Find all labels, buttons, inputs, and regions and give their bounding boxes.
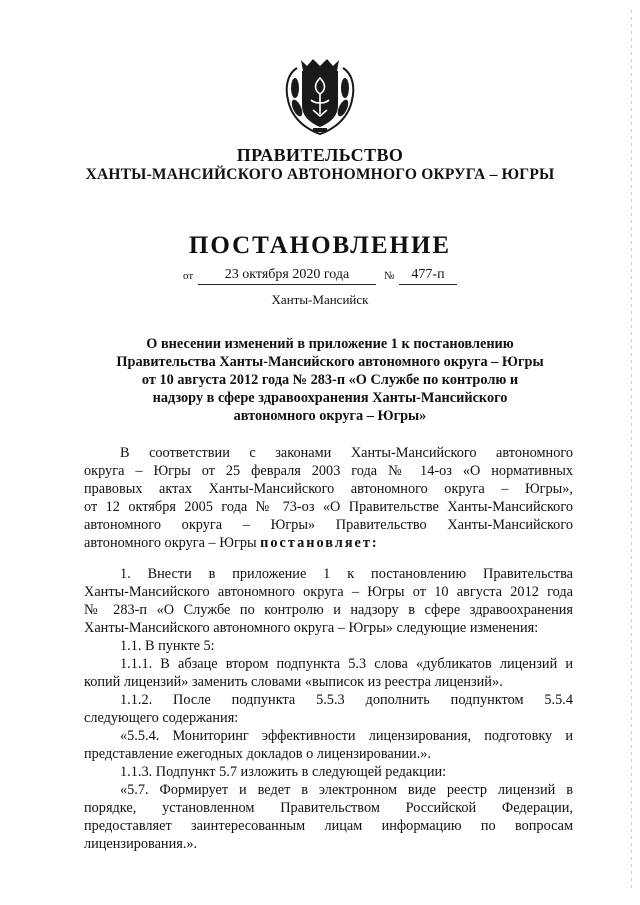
body-line: 1. Внести в приложение 1 к постановлению Правительства	[120, 566, 573, 582]
subject-line: от 10 августа 2012 года № 283-п «О Службе по контролю и	[141, 372, 519, 388]
document-type: ПОСТАНОВЛЕНИЕ	[188, 232, 452, 259]
body-line: порядке, установленном Правительством Российской Федерации,	[84, 800, 573, 816]
document-date: 23 октября 2020 года	[198, 266, 376, 285]
government-region: ХАНТЫ-МАНСИЙСКОГО АВТОНОМНОГО ОКРУГА – ЮГРЫ	[85, 166, 555, 183]
body-line: представление ежегодных докладов о лицензировании.».	[84, 746, 431, 762]
body-line: 1.1.2. После подпункта 5.5.3 дополнить подпунктом 5.5.4	[120, 692, 573, 708]
body-line: 1.1.1. В абзаце втором подпункта 5.3 слова «дубликатов лицензий и	[120, 656, 573, 672]
scan-edge-artifact	[631, 10, 632, 890]
body-line: от 12 октября 2005 года № 73-оз «О Правительстве Ханты-Мансийского	[84, 499, 573, 515]
body-line: 1.1. В пункте 5:	[120, 638, 215, 654]
resolves-word: постановляет:	[260, 535, 379, 551]
body-line: 1.1.3. Подпункт 5.7 изложить в следующей редакции:	[120, 764, 447, 780]
coat-of-arms-icon	[283, 54, 357, 138]
city: Ханты-Мансийск	[271, 292, 369, 307]
body-line: Ханты-Мансийского автономного округа – Югры от 10 августа 2012 года	[84, 584, 573, 600]
body-line: № 283-п «О Службе по контролю и надзору в сфере здравоохранения	[84, 602, 573, 618]
number-prefix: №	[384, 270, 395, 282]
date-number-row	[0, 268, 640, 288]
body-line: «5.5.4. Мониторинг эффективности лицензирования, подготовку и	[120, 728, 573, 744]
body-line: предоставляет заинтересованным лицам информацию по вопросам	[84, 818, 573, 834]
body-line	[84, 534, 573, 552]
body-line: копий лицензий» заменить словами «выписок из реестра лицензий».	[84, 674, 503, 690]
government-title: ПРАВИТЕЛЬСТВО	[236, 145, 404, 165]
subject-line: О внесении изменений в приложение 1 к постановлению	[146, 336, 514, 352]
body-line: следующего содержания:	[84, 710, 239, 726]
document-subject	[100, 335, 560, 425]
body-line: В соответствии с законами Ханты-Мансийского автономного	[120, 445, 573, 461]
document-number: 477-п	[399, 266, 457, 285]
body-line: округа – Югры от 25 февраля 2003 года № 14-оз «О нормативных	[84, 463, 573, 479]
body-line: автономного округа – Югры» Правительство Ханты-Мансийского	[84, 517, 573, 533]
date-prefix: от	[183, 270, 194, 282]
body-line: «5.7. Формирует и ведет в электронном виде реестр лицензий в	[120, 782, 573, 798]
body-text: автономного округа – Югры	[84, 535, 257, 551]
subject-line: надзору в сфере здравоохранения Ханты-Мансийского	[152, 390, 508, 406]
body-line: правовых актах Ханты-Мансийского автономного округа – Югры»,	[84, 481, 573, 497]
subject-line: Правительства Ханты-Мансийского автономного округа – Югры	[116, 354, 544, 370]
body-line: лицензирования.».	[84, 836, 198, 852]
body-line: Ханты-Мансийского автономного округа – Югры» следующие изменения:	[84, 620, 539, 636]
subject-line: автономного округа – Югры»	[233, 408, 427, 424]
